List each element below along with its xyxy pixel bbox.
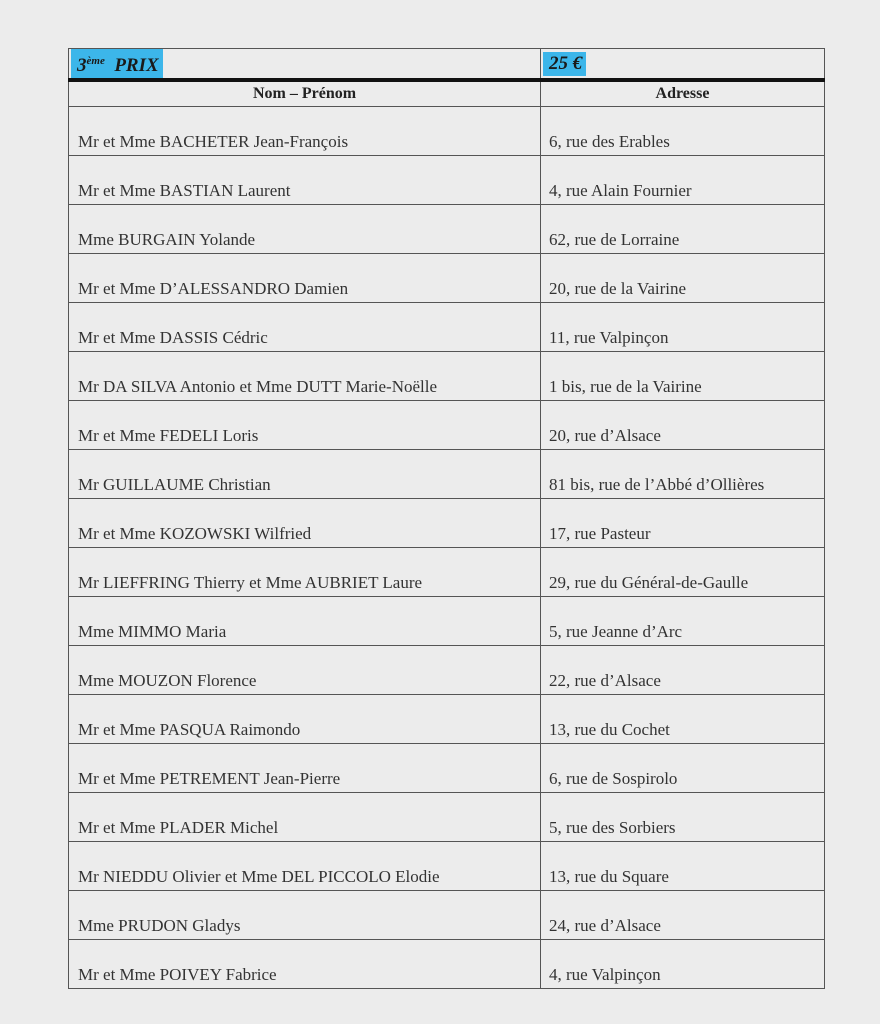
winner-address: 29, rue du Général-de-Gaulle xyxy=(541,548,825,597)
winner-address: 4, rue Alain Fournier xyxy=(541,156,825,205)
prize-rank-label xyxy=(71,49,163,78)
winner-address: 5, rue Jeanne d’Arc xyxy=(541,597,825,646)
table-row xyxy=(69,548,825,597)
winner-name: Mr LIEFFRING Thierry et Mme AUBRIET Laure xyxy=(69,548,541,597)
winner-address: 24, rue d’Alsace xyxy=(541,891,825,940)
winner-address: 81 bis, rue de l’Abbé d’Ollières xyxy=(541,450,825,499)
winner-address: 22, rue d’Alsace xyxy=(541,646,825,695)
winner-address: 62, rue de Lorraine xyxy=(541,205,825,254)
winner-address: 6, rue de Sospirolo xyxy=(541,744,825,793)
table-row xyxy=(69,107,825,156)
prize-rank-word: PRIX xyxy=(114,55,159,76)
winner-name: Mr et Mme PETREMENT Jean-Pierre xyxy=(69,744,541,793)
table-row xyxy=(69,646,825,695)
winner-address: 11, rue Valpinçon xyxy=(541,303,825,352)
winner-address: 13, rue du Square xyxy=(541,842,825,891)
winner-name: Mr et Mme BACHETER Jean-François xyxy=(69,107,541,156)
table-row xyxy=(69,891,825,940)
winner-address: 5, rue des Sorbiers xyxy=(541,793,825,842)
table-row xyxy=(69,744,825,793)
table-row xyxy=(69,156,825,205)
winner-address: 13, rue du Cochet xyxy=(541,695,825,744)
table-row xyxy=(69,303,825,352)
winner-address: 20, rue de la Vairine xyxy=(541,254,825,303)
prize-rank-suffix: ème xyxy=(86,55,105,67)
winner-name: Mr et Mme POIVEY Fabrice xyxy=(69,940,541,989)
winner-name: Mr et Mme PLADER Michel xyxy=(69,793,541,842)
prize-winners-table xyxy=(68,48,825,989)
winner-name: Mr et Mme BASTIAN Laurent xyxy=(69,156,541,205)
prize-amount-cell xyxy=(541,49,825,81)
column-header-name: Nom – Prénom xyxy=(69,80,541,107)
winner-name: Mr et Mme PASQUA Raimondo xyxy=(69,695,541,744)
winner-address: 17, rue Pasteur xyxy=(541,499,825,548)
table-row xyxy=(69,793,825,842)
winner-address: 20, rue d’Alsace xyxy=(541,401,825,450)
prize-amount: 25 € xyxy=(543,52,586,76)
table-row xyxy=(69,352,825,401)
prize-rank-cell xyxy=(69,49,541,81)
winner-name: Mme BURGAIN Yolande xyxy=(69,205,541,254)
winner-name: Mr GUILLAUME Christian xyxy=(69,450,541,499)
table-row xyxy=(69,401,825,450)
table-row xyxy=(69,499,825,548)
winner-name: Mr et Mme KOZOWSKI Wilfried xyxy=(69,499,541,548)
prize-title-row xyxy=(69,49,825,81)
table-row xyxy=(69,842,825,891)
table-row xyxy=(69,450,825,499)
winner-name: Mme MIMMO Maria xyxy=(69,597,541,646)
column-header-address: Adresse xyxy=(541,80,825,107)
table-row xyxy=(69,205,825,254)
winner-name: Mr NIEDDU Olivier et Mme DEL PICCOLO Elodie xyxy=(69,842,541,891)
winner-name: Mr DA SILVA Antonio et Mme DUTT Marie-Noëlle xyxy=(69,352,541,401)
table-row xyxy=(69,254,825,303)
winner-name: Mr et Mme DASSIS Cédric xyxy=(69,303,541,352)
table-row xyxy=(69,940,825,989)
table-row xyxy=(69,695,825,744)
table-header-row xyxy=(69,80,825,107)
prize-rank-number: 3 xyxy=(77,55,87,76)
winner-address: 4, rue Valpinçon xyxy=(541,940,825,989)
winner-address: 6, rue des Erables xyxy=(541,107,825,156)
winner-name: Mme MOUZON Florence xyxy=(69,646,541,695)
winner-address: 1 bis, rue de la Vairine xyxy=(541,352,825,401)
table-row xyxy=(69,597,825,646)
winner-name: Mr et Mme FEDELI Loris xyxy=(69,401,541,450)
winner-name: Mme PRUDON Gladys xyxy=(69,891,541,940)
winners-list xyxy=(69,107,825,989)
winner-name: Mr et Mme D’ALESSANDRO Damien xyxy=(69,254,541,303)
